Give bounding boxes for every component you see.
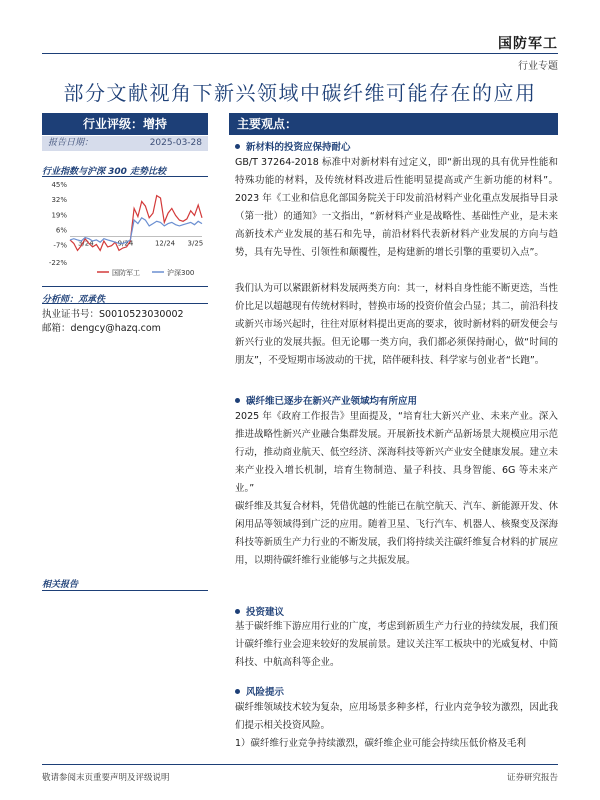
x-tick-label: 9/24: [117, 239, 134, 248]
section-heading: [235, 393, 417, 407]
paragraph: 2025 年《政府工作报告》里面提及，“培育壮大新兴产业、未来产业。深入推进战略性新兴产业融合集群发展。开展新技术新产品新场景大规模应用示范行动，推动商业航天、低空经济、深海科技等新兴产业安全健康发展。建立未来产业投入增长机制，培育生物制造、量子科技、具身智能、6G 等未来产业。”: [235, 411, 559, 494]
footer-divider: [42, 764, 558, 765]
license-number: 执业证书号：S0010523030002: [42, 309, 184, 320]
main-points-heading: 主要观点：: [229, 113, 558, 135]
bullet-dot-icon: [235, 144, 240, 149]
y-tick-label: -7%: [53, 241, 67, 250]
report-date-value: 2025-03-28: [149, 138, 202, 148]
section-heading-text: 碳纤维已逐步在新兴产业领域均有所应用: [246, 396, 418, 407]
chart-title: 行业指数与沪深 300 走势比较: [42, 167, 167, 177]
footer-report-type: 证券研究报告: [506, 773, 558, 783]
paragraph: 碳纤维领域技术较为复杂，应用场景多种多样，行业内竞争较为激烈，因此我们提示相关投资风险。: [235, 702, 559, 731]
bullet-dot-icon: [235, 398, 240, 403]
industry-rating: 行业评级：增持: [42, 113, 208, 135]
bullet-dot-icon: [235, 689, 240, 694]
chart-svg: [42, 180, 208, 280]
y-tick-label: 19%: [51, 211, 67, 220]
x-tick-label: 12/24: [154, 239, 176, 248]
header-divider: [42, 53, 558, 54]
report-date-row: [42, 136, 208, 151]
section-heading-text: 风险提示: [246, 687, 285, 698]
section-heading-text: 新材料的投资应保持耐心: [246, 142, 351, 153]
paragraph: 1）碳纤维行业竞争持续激烈，碳纤维企业可能会持续压低价格及毛利: [235, 738, 527, 749]
y-tick-label: -22%: [48, 259, 67, 267]
y-tick-label: 32%: [51, 196, 67, 205]
analyst-rule-top: [42, 286, 208, 287]
analyst-name: 分析师：邓承佚: [42, 295, 106, 305]
paragraph: 碳纤维及其复合材料，凭借优越的性能已在航空航天、汽车、新能源开发、休闲用品等领域得到广泛的应用。随着卫星、飞行汽车、机器人、核聚变及深海科技等新质生产力行业的不断发展，我们将持续关注碳纤维复合材料的扩展应用，以期待碳纤维行业能够与之共振发展。: [235, 501, 559, 566]
paragraph: 基于碳纤维下游应用行业的广度，考虑到新质生产力行业的持续发展，我们预计碳纤维行业会迎来较好的发展前景。建议关注军工板块中的光威复材、中简科技、中航高科等企业。: [235, 621, 559, 668]
paragraph: 我们认为可以紧跟新材料发展两类方向：其一，材料自身性能不断更迭，当性价比足以超越现有传统材料时，替换市场的投资价值会凸显；其二，前沿科技或新兴市场兴起时，往往对原材料提出更高的要求，彼时新材料的研发便会与新兴行业的发展共振。但无论哪一类方向，我们都必须保持耐心，做“时间的朋友”，不受短期市场波动的干扰，陪伴硬科技、科学家与创业者“长跑”。: [235, 283, 559, 366]
bullet-dot-icon: [235, 609, 240, 614]
related-reports-rule: [42, 590, 208, 591]
report-title: 部分文献视角下新兴领域中碳纤维可能存在的应用: [63, 81, 537, 105]
industry-brand: 国防军工: [498, 36, 558, 52]
analyst-email[interactable]: 邮箱：dengcy@hazq.com: [42, 323, 161, 334]
y-tick-label: 45%: [51, 181, 67, 189]
footer-disclaimer: 敬请参阅末页重要声明及评级说明: [42, 773, 170, 783]
section-heading-text: 投资建议: [246, 607, 285, 618]
index-comparison-chart: [42, 180, 208, 280]
section-heading: [235, 139, 351, 153]
paragraph: GB/T 37264-2018 标准中对新材料有过定义，即“新出现的具有优异性能和特殊功能的材料，及传统材料改进后性能明显提高或产生新功能的材料”。2023 年《工业和信息化部国务院关于印发前沿材料产业化重点发展指导目录（第一批）的通知》一文指出，“新材料产业是战略性、基础性产业，是未来高新技术产业发展的基石和先导，前沿材料代表新材料产业发展的方向与趋势，具有先导性、引领性和颠覆性，是构建新的增长引擎的重要切入点”。: [235, 157, 558, 258]
legend-label: 沪深300: [167, 269, 195, 277]
analyst-rule-bottom: [42, 303, 208, 304]
section-heading: [235, 604, 284, 618]
report-category: 行业专题: [518, 61, 558, 72]
legend-label: 国防军工: [112, 269, 140, 277]
chart-title-rule: [42, 176, 208, 177]
y-tick-label: 6%: [55, 226, 67, 235]
related-reports-label: 相关报告: [42, 580, 79, 590]
report-date-label: 报告日期：: [48, 138, 94, 148]
section-heading: [235, 684, 284, 698]
x-tick-label: 3/25: [187, 239, 204, 248]
series-line: [70, 218, 202, 244]
x-tick-label: 3/24: [77, 239, 94, 248]
